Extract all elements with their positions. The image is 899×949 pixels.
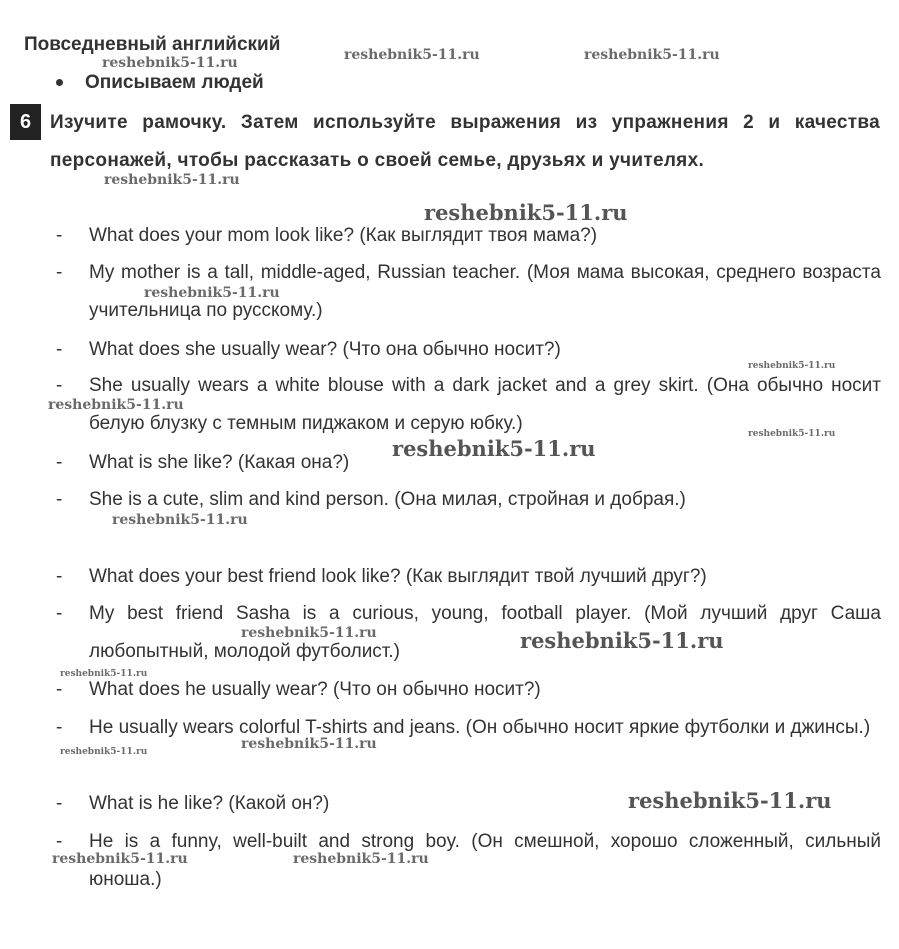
list-item-text: What is he like? (Какой он?) — [89, 793, 330, 814]
watermark: reshebnik5-11.ru — [344, 47, 480, 63]
watermark: reshebnik5-11.ru — [520, 628, 724, 653]
watermark: reshebnik5-11.ru — [424, 200, 628, 225]
list-item: - What is she like? (Какая она?) — [56, 444, 881, 482]
list-item: - She is a cute, slim and kind person. (Она милая, стройная и добрая.) — [56, 481, 881, 519]
watermark: reshebnik5-11.ru — [104, 172, 240, 188]
list-item: - My mother is a tall, middle-aged, Russian teacher. (Моя мама высокая, среднего возраста учительница по русскому.) — [56, 254, 881, 330]
watermark: reshebnik5-11.ru — [628, 788, 832, 813]
watermark: reshebnik5-11.ru — [144, 285, 280, 301]
list-item: - What is he like? (Какой он?) — [56, 785, 881, 823]
section-subtitle — [56, 72, 264, 94]
watermark: reshebnik5-11.ru — [52, 851, 188, 867]
list-item-text: She usually wears a white blouse with a dark jacket and a grey skirt. (Она обычно носит белую блузку с темным пиджаком и серую юбку.) — [89, 375, 881, 434]
list-item-text: What does your best friend look like? (Как выглядит твой лучший друг?) — [89, 566, 707, 587]
list-item-text: My best friend Sasha is a curious, young, football player. (Мой лучший друг Саша любопытный, молодой футболист.) — [89, 603, 881, 662]
list-item-text: He is a funny, well-built and strong boy. (Он смешной, хорошо сложенный, сильный юноша.) — [89, 831, 881, 890]
list-item-text: He usually wears colorful T-shirts and jeans. (Он обычно носит яркие футболки и джинсы.) — [89, 717, 871, 738]
watermark: reshebnik5-11.ru — [60, 669, 148, 679]
list-item: - What does your mom look like? (Как выглядит твоя мама?) — [56, 217, 881, 255]
watermark: reshebnik5-11.ru — [748, 361, 836, 371]
task-number-badge: 6 — [10, 104, 41, 140]
watermark: reshebnik5-11.ru — [241, 736, 377, 752]
watermark: reshebnik5-11.ru — [112, 512, 248, 528]
list-item-text: What does your mom look like? (Как выглядит твоя мама?) — [89, 225, 598, 246]
list-item: - What does he usually wear? (Что он обычно носит?) — [56, 671, 881, 709]
page-header: Повседневный английский — [24, 34, 281, 55]
section-subtitle-text: Описываем людей — [85, 72, 264, 93]
watermark: reshebnik5-11.ru — [241, 625, 377, 641]
list-item: - He is a funny, well-built and strong boy. (Он смешной, хорошо сложенный, сильный юноша.) — [56, 823, 881, 899]
list-item: - What does she usually wear? (Что она обычно носит?) — [56, 331, 881, 369]
list-item-text: What does she usually wear? (Что она обычно носит?) — [89, 339, 561, 360]
list-item-text: She is a cute, slim and kind person. (Она милая, стройная и добрая.) — [89, 489, 686, 510]
task-instruction: Изучите рамочку. Затем используйте выражения из упражнения 2 и качества персонажей, чтобы рассказать о своей семье, друзьях и учителях. — [50, 112, 880, 171]
list-item-text: What is she like? (Какая она?) — [89, 452, 350, 473]
list-item: - My best friend Sasha is a curious, young, football player. (Мой лучший друг Саша любопытный, молодой футболист.) — [56, 595, 881, 671]
watermark: reshebnik5-11.ru — [584, 47, 720, 63]
watermark: reshebnik5-11.ru — [102, 55, 238, 71]
bullet-icon — [56, 79, 63, 86]
list-item: - What does your best friend look like? (Как выглядит твой лучший друг?) — [56, 558, 881, 596]
watermark: reshebnik5-11.ru — [392, 436, 596, 461]
list-item-text: What does he usually wear? (Что он обычно носит?) — [89, 679, 541, 700]
watermark: reshebnik5-11.ru — [748, 429, 836, 439]
watermark: reshebnik5-11.ru — [48, 397, 184, 413]
list-item: - He usually wears colorful T-shirts and jeans. (Он обычно носит яркие футболки и джинсы.) — [56, 709, 881, 747]
list-item: - She usually wears a white blouse with a dark jacket and a grey skirt. (Она обычно носит белую блузку с темным пиджаком и серую юбку.) — [56, 367, 881, 443]
watermark: reshebnik5-11.ru — [60, 747, 148, 757]
list-item-text: My mother is a tall, middle-aged, Russian teacher. (Моя мама высокая, среднего возраста учительница по русскому.) — [89, 262, 881, 321]
watermark: reshebnik5-11.ru — [293, 851, 429, 867]
